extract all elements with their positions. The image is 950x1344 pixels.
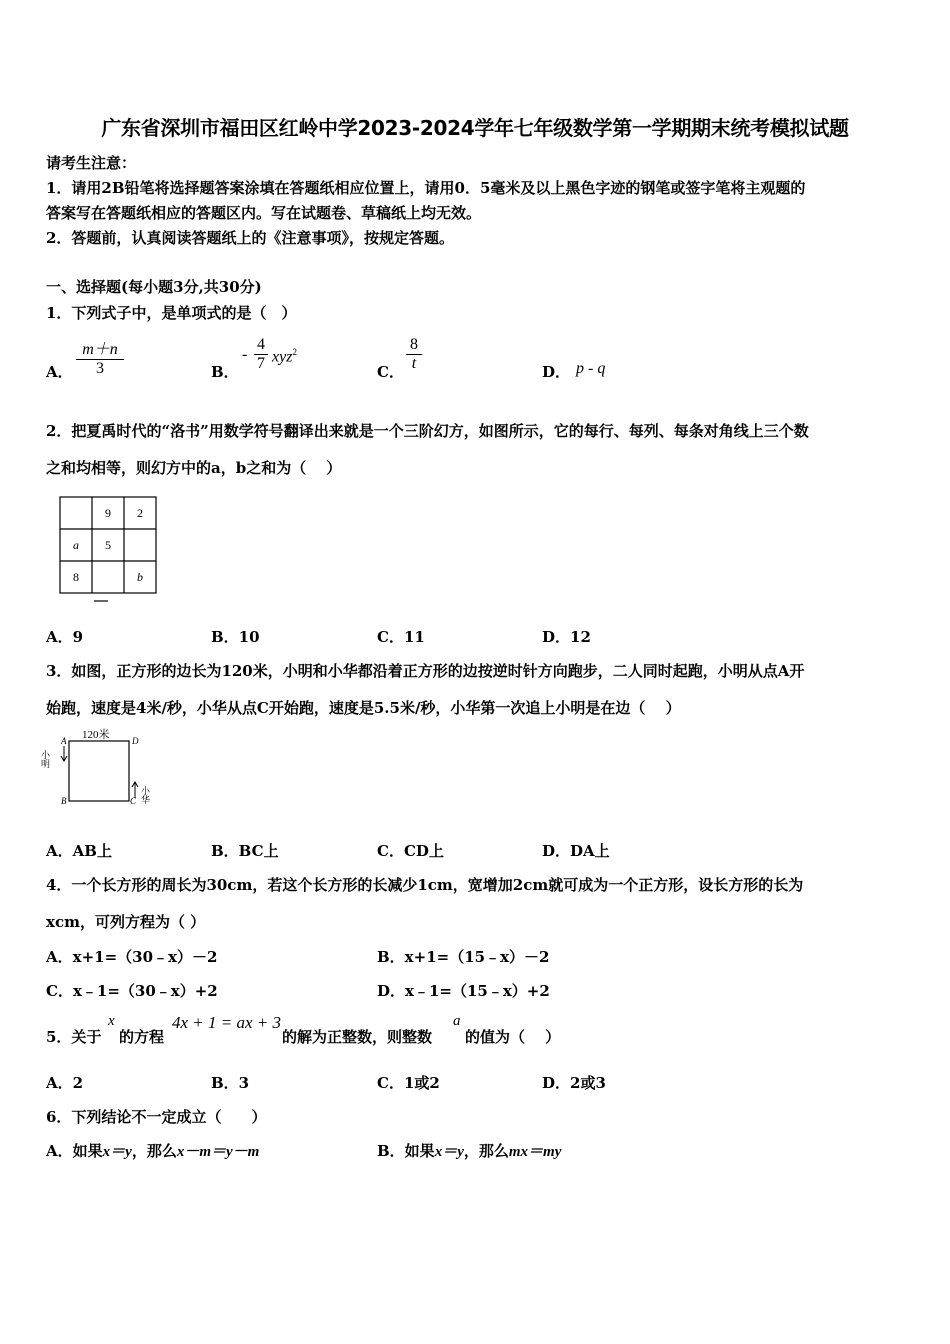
magic-square-cell: 2 bbox=[137, 506, 143, 520]
minus-sign: - bbox=[242, 346, 248, 363]
equation: 4x + 1 = ax + 3 bbox=[172, 1013, 282, 1032]
q4-option-c: C．x﹣1=（30﹣x）+2 bbox=[46, 982, 218, 1000]
question-6-stem: 6．下列结论不一定成立（ ） bbox=[46, 1108, 267, 1126]
q3-option-a: A．AB上 bbox=[46, 842, 112, 860]
question-2-line-1: 2．把夏禹时代的“洛书”用数学符号翻译出来就是一个三阶幻方，如图所示，它的每行、每列、每条对角线上三个数 bbox=[46, 422, 809, 440]
question-5-part-1: 5．关于 bbox=[46, 1028, 102, 1046]
fraction-numerator: 8 bbox=[410, 336, 418, 353]
q6-option-a bbox=[46, 1140, 259, 1161]
q3-option-c: C．CD上 bbox=[377, 842, 444, 860]
q5-option-b: B．3 bbox=[211, 1074, 250, 1092]
q1-option-c-fraction bbox=[406, 336, 422, 373]
option-label: B．如果 bbox=[377, 1142, 435, 1160]
q4-option-d: D．x﹣1=（15﹣x）+2 bbox=[377, 982, 550, 1000]
question-4-line-2: xcm，可列方程为（ ） bbox=[46, 913, 206, 931]
question-3-line-2: 始跑，速度是4米/秒，小华从点C开始跑，速度是5.5米/秒，小华第一次追上小明是在边（ ） bbox=[46, 699, 681, 717]
magic-square-cell: a bbox=[73, 538, 79, 552]
q6-option-b bbox=[377, 1140, 561, 1161]
question-5-part-4: 的值为（ ） bbox=[465, 1028, 561, 1046]
question-4-line-1: 4．一个长方形的周长为30cm，若这个长方形的长减少1cm，宽增加2cm就可成为一个正方形，设长方形的长为 bbox=[46, 876, 804, 894]
magic-square-cell: 5 bbox=[105, 538, 111, 552]
connector: ，那么 bbox=[463, 1142, 509, 1160]
q3-option-b: B．BC上 bbox=[211, 842, 279, 860]
variable-a: a bbox=[453, 1013, 461, 1029]
vertex-c: C bbox=[130, 796, 137, 806]
question-1-stem: 1．下列式子中，是单项式的是（ ） bbox=[46, 304, 297, 322]
q3-option-d: D．DA上 bbox=[542, 842, 610, 860]
q5-option-c: C．1或2 bbox=[377, 1074, 440, 1092]
q1-option-a-fraction bbox=[76, 336, 124, 378]
question-3-line-1: 3．如图，正方形的边长为120米，小明和小华都沿着正方形的边按逆时针方向跑步，二人同时起跑，小明从点A开 bbox=[46, 662, 805, 680]
q1-option-c-label: C． bbox=[377, 363, 404, 381]
vertex-d: D bbox=[132, 736, 139, 746]
question-5-part-3: 的解为正整数，则整数 bbox=[282, 1028, 433, 1046]
square-track-figure bbox=[42, 726, 162, 810]
question-2-line-2: 之和均相等，则幻方中的a，b之和为（ ） bbox=[46, 459, 342, 477]
connector: ，那么 bbox=[131, 1142, 177, 1160]
q1-option-b-variables bbox=[272, 347, 297, 366]
condition: x＝y bbox=[102, 1144, 132, 1160]
square-track bbox=[69, 741, 129, 801]
q5-option-a: A．2 bbox=[46, 1074, 84, 1092]
q1-option-b-label: B． bbox=[211, 363, 239, 381]
q1-option-d-label: D． bbox=[542, 363, 571, 381]
q2-option-b: B．10 bbox=[211, 628, 260, 646]
page-title: 广东省深圳市福田区红岭中学2023-2024学年七年级数学第一学期期末统考模拟试题 bbox=[101, 116, 849, 140]
q2-option-d: D．12 bbox=[542, 628, 591, 646]
side-length-label: 120米 bbox=[82, 729, 110, 741]
fraction-denominator: 7 bbox=[257, 355, 265, 372]
q5-option-d: D．2或3 bbox=[542, 1074, 606, 1092]
fraction-denominator: t bbox=[411, 355, 417, 372]
q4-option-b: B．x+1=（15﹣x）－2 bbox=[377, 948, 550, 966]
magic-square-figure bbox=[56, 493, 162, 605]
vertex-a: A bbox=[61, 736, 67, 746]
magic-square-cell: b bbox=[137, 570, 143, 584]
fraction-denominator: 3 bbox=[96, 360, 104, 377]
condition: x＝y bbox=[434, 1144, 464, 1160]
question-5-part-2: 的方程 bbox=[119, 1028, 165, 1046]
exponent: 2 bbox=[292, 347, 297, 357]
fraction-numerator: m＋n bbox=[82, 341, 118, 358]
xiaoming-label: 小明 bbox=[40, 750, 50, 768]
notice-item-1-line-2: 答案写在答题纸相应的答题区内。写在试题卷、草稿纸上均无效。 bbox=[46, 204, 482, 222]
xiaohua-label: 小华 bbox=[140, 786, 150, 804]
option-label: A．如果 bbox=[46, 1142, 103, 1160]
variable-term: xyz bbox=[272, 348, 293, 366]
vertex-b: B bbox=[61, 796, 67, 806]
magic-square-cell: 8 bbox=[73, 570, 79, 584]
section-heading: 一、选择题(每小题3分,共30分) bbox=[46, 278, 262, 296]
q2-option-c: C．11 bbox=[377, 628, 425, 646]
q1-option-a-label: A． bbox=[46, 363, 73, 381]
notice-item-2: 2．答题前，认真阅读答题纸上的《注意事项》，按规定答题。 bbox=[46, 229, 454, 247]
variable-x: x bbox=[108, 1013, 115, 1029]
q1-option-d-expression: p - q bbox=[576, 360, 606, 377]
notice-item-1-line-1: 1．请用2B铅笔将选择题答案涂填在答题纸相应位置上，请用0．5毫米及以上黑色字迹的钢笔或签字笔将主观题的 bbox=[46, 179, 806, 197]
q4-option-a: A．x+1=（30﹣x）－2 bbox=[46, 948, 218, 966]
result: x－m＝y－m bbox=[176, 1144, 260, 1160]
notice-heading: 请考生注意： bbox=[46, 154, 137, 172]
result: mx＝my bbox=[508, 1144, 562, 1160]
q2-option-a: A．9 bbox=[46, 628, 84, 646]
magic-square-cell: 9 bbox=[105, 506, 111, 520]
fraction-numerator: 4 bbox=[257, 336, 265, 353]
q1-option-b-fraction bbox=[254, 336, 268, 373]
